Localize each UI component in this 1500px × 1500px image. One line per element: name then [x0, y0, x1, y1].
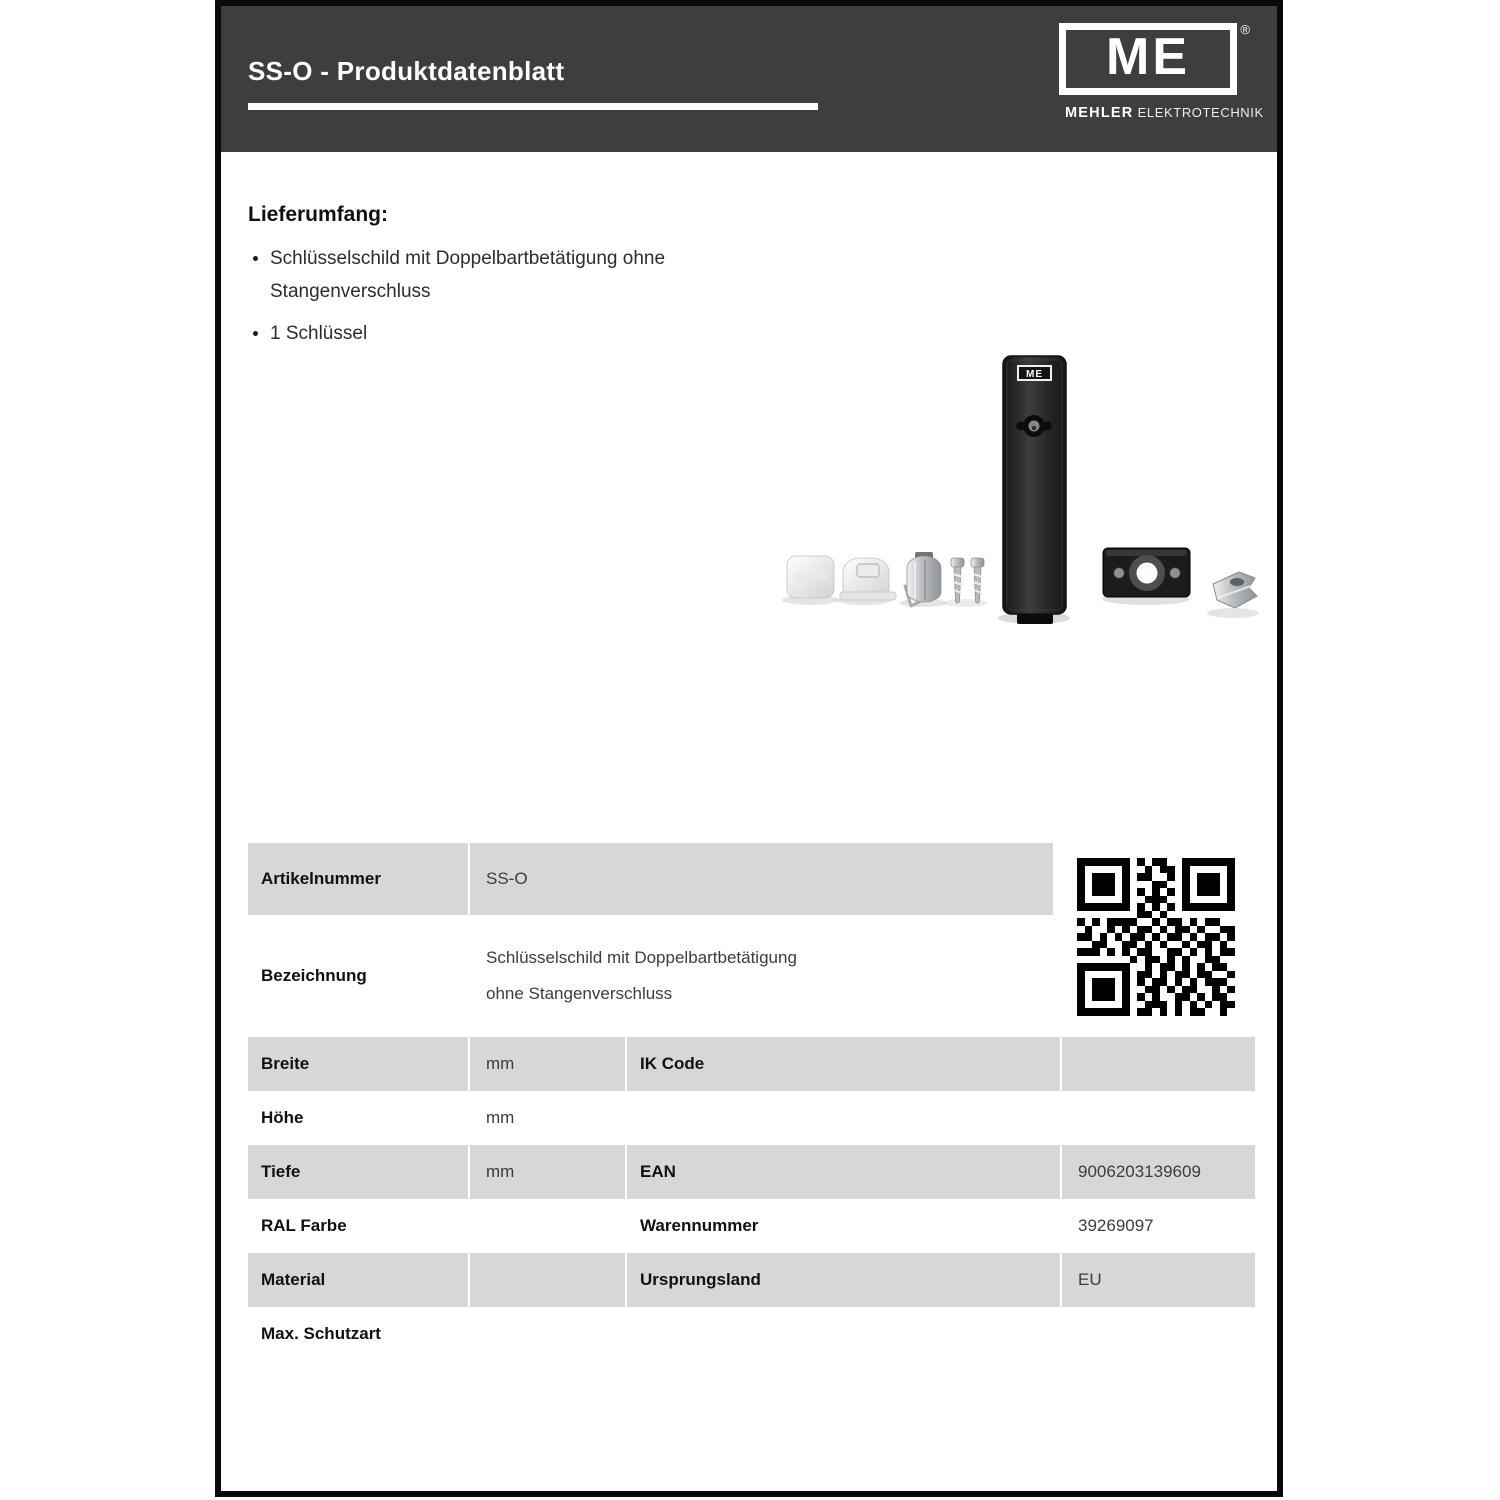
- datasheet-page: [215, 0, 1283, 1497]
- delivery-scope-list: [248, 242, 732, 359]
- row-value-2: [1062, 1091, 1255, 1145]
- metal-bracket-part: [1213, 572, 1257, 608]
- row-value: [470, 915, 1053, 1037]
- row-label: RAL Farbe: [261, 1216, 347, 1235]
- cap-part-2: [840, 558, 896, 600]
- table-row-material: [248, 1253, 1253, 1307]
- key-escutcheon-body: [1003, 356, 1066, 624]
- row-value: SS-O: [470, 843, 1053, 915]
- product-photo: [779, 346, 1263, 632]
- lock-cylinder-part: [907, 552, 941, 602]
- cap-part-1: [787, 556, 834, 598]
- row-label-2: EAN: [627, 1145, 1060, 1199]
- row-label-2: Ursprungsland: [627, 1253, 1060, 1307]
- mounting-plate-part: [1103, 548, 1190, 597]
- bezeichnung-line-2: ohne Stangenverschluss: [486, 984, 673, 1003]
- row-label: Max. Schutzart: [261, 1324, 381, 1343]
- row-unit: [470, 1253, 625, 1307]
- table-row-hoehe: [248, 1091, 1253, 1145]
- row-unit: mm: [486, 1108, 515, 1127]
- brand-name-bold: MEHLER: [1065, 105, 1134, 121]
- device-logo-label: ME: [1026, 369, 1043, 380]
- logo-brand-line: [1065, 104, 1264, 122]
- row-label: Artikelnummer: [248, 843, 468, 915]
- delivery-scope-heading: Lieferumfang:: [248, 203, 389, 226]
- row-label-2: Warennummer: [640, 1216, 759, 1235]
- logo-monogram: ME: [1106, 28, 1190, 86]
- row-unit: [470, 1307, 625, 1361]
- row-value-2: [1062, 1307, 1255, 1361]
- title-underline: [248, 103, 818, 110]
- list-item: • 1 Schlüssel: [270, 317, 732, 350]
- list-item: • Schlüsselschild mit Doppelbartbetätigung ohne Stangenverschluss: [270, 242, 732, 308]
- row-value-2: [1062, 1037, 1255, 1091]
- row-label-2: IK Code: [627, 1037, 1060, 1091]
- row-label: Material: [248, 1253, 468, 1307]
- row-label: Höhe: [261, 1108, 304, 1127]
- row-label: Tiefe: [248, 1145, 468, 1199]
- row-unit: mm: [470, 1037, 625, 1091]
- row-label-2: [627, 1091, 1060, 1145]
- row-value-2: 9006203139609: [1062, 1145, 1255, 1199]
- company-logo: [1059, 22, 1264, 122]
- row-value-2: 39269097: [1078, 1216, 1154, 1235]
- row-label-2: [627, 1307, 1060, 1361]
- row-unit: [470, 1199, 625, 1253]
- header-banner: [221, 6, 1277, 152]
- row-value-2: EU: [1062, 1253, 1255, 1307]
- row-label: Breite: [248, 1037, 468, 1091]
- page-title: SS-O - Produktdatenblatt: [248, 56, 565, 86]
- row-label: Bezeichnung: [261, 966, 367, 985]
- table-row-breite: [248, 1037, 1253, 1091]
- table-row-tiefe: [248, 1145, 1253, 1199]
- qr-code: [1077, 858, 1235, 1016]
- logo-box: [1059, 22, 1250, 95]
- table-row-ral-farbe: [248, 1199, 1253, 1253]
- registered-trademark-icon: ®: [1240, 22, 1250, 37]
- bezeichnung-line-1: Schlüsselschild mit Doppelbartbetätigung: [486, 948, 797, 967]
- table-row-max-schutzart: [248, 1307, 1253, 1361]
- brand-name-light: ELEKTROTECHNIK: [1133, 105, 1264, 120]
- screw-part-2: [971, 558, 984, 603]
- screw-part-1: [951, 558, 964, 603]
- row-unit: mm: [470, 1145, 625, 1199]
